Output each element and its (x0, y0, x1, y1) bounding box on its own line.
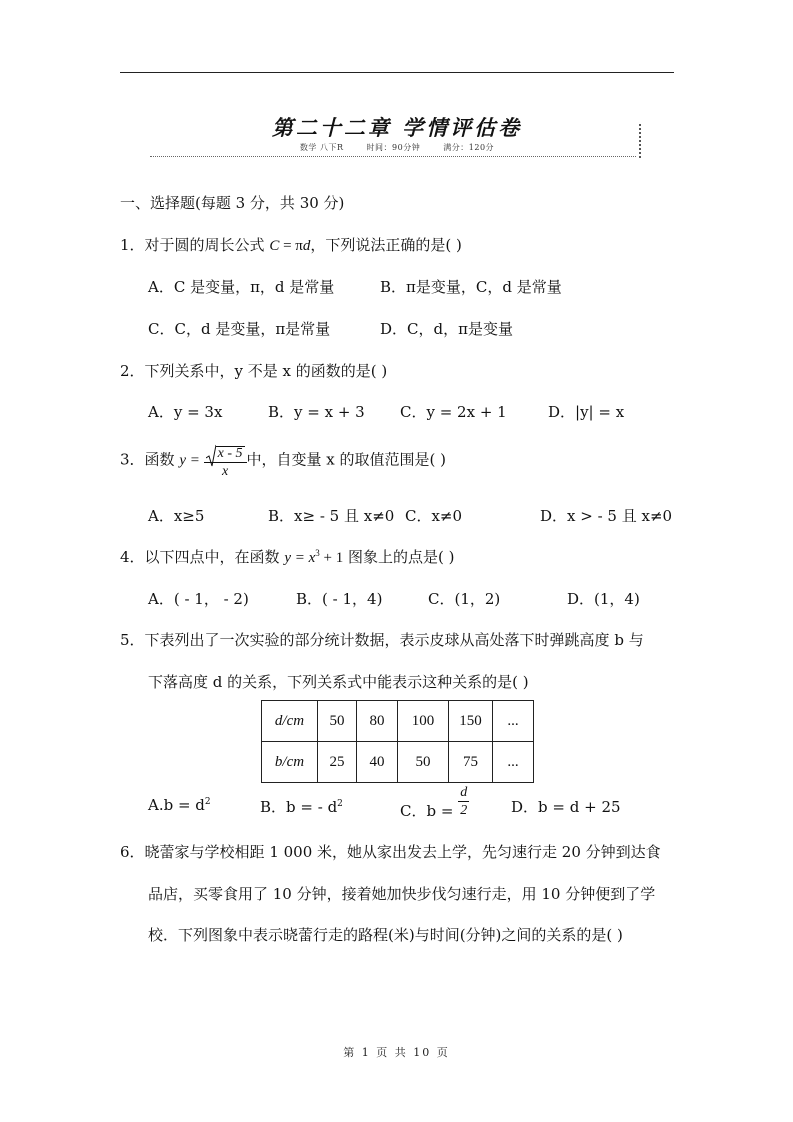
table-cell: ... (493, 742, 534, 783)
table-row-b (262, 742, 534, 783)
q6-line-2: 品店，买零食用了 10 分钟，接着她加快步伐匀速行走，用 10 分钟便到了学 (148, 885, 656, 903)
q3-option-a: A．x≥5 (148, 507, 205, 525)
q2-option-c: C．y = 2x + 1 (400, 403, 507, 421)
page-footer: 第 1 页 共 10 页 (343, 1046, 450, 1059)
q5-line-1: 下表列出了一次实验的部分统计数据，表示皮球从高处落下时弹跳高度 b 与 (144, 631, 644, 649)
q1-stem-a: 对于圆的周长公式 (144, 236, 270, 254)
section-heading: 一、选择题(每题 3 分，共 30 分) (120, 194, 345, 212)
q5-option-a-base: A.b = d (148, 796, 205, 814)
q6-line-3: 校．下列图象中表示晓蕾行走的路程(米)与时间(分钟)之间的关系的是( ) (148, 926, 623, 944)
q6-number: 6． (120, 843, 145, 861)
q3-option-c: C．x≠0 (405, 507, 463, 525)
table-cell: b/cm (262, 742, 318, 783)
q4-option-b: B．( - 1，4) (296, 590, 383, 608)
q2-option-a: A．y = 3x (148, 403, 223, 421)
table-cell: 50 (318, 701, 357, 742)
q2-stem: 下列关系中，y 不是 x 的函数的是( ) (144, 362, 388, 380)
question-1 (120, 234, 462, 255)
table-cell: 80 (357, 701, 398, 742)
q6-line-1: 晓蕾家与学校相距 1 000 米，她从家出发去上学，先匀速行走 20 分钟到达食 (144, 843, 661, 861)
q5-option-b-exp: 2 (337, 799, 343, 809)
q2-option-b: B．y = x + 3 (268, 403, 365, 421)
q5-option-c-pre: C．b = (400, 802, 459, 820)
q1-formula-eq: = π (279, 238, 303, 254)
q4-option-c: C．(1，2) (428, 590, 501, 608)
q4-number: 4． (120, 548, 145, 566)
q4-stem-b: 图象上的点是( ) (343, 548, 455, 566)
q4-exponent: 3 (315, 548, 320, 558)
q3-fraction (204, 446, 247, 479)
question-2 (120, 360, 387, 381)
dotted-rule (150, 156, 636, 157)
table-cell: d/cm (262, 701, 318, 742)
question-6 (120, 841, 661, 862)
binding-dots (639, 124, 641, 158)
q2-option-d: D．|y| = x (548, 403, 625, 421)
table-cell: 25 (318, 742, 357, 783)
q5-option-b-base: B．b = - d (260, 798, 338, 816)
table-cell: 75 (449, 742, 493, 783)
q2-number: 2． (120, 362, 145, 380)
q3-number: 3． (120, 450, 145, 469)
q4-func: y = x (284, 550, 316, 566)
time-label: 时间：90分钟 (366, 143, 421, 152)
table-cell: 40 (357, 742, 398, 783)
subject-label: 数学 八下R (299, 143, 344, 152)
q5-option-a-exp: 2 (204, 797, 211, 807)
table-cell: 50 (398, 742, 449, 783)
table-cell: 100 (398, 701, 449, 742)
q5-option-c-num: d (460, 785, 468, 800)
q3-radicand: x - 5 (217, 446, 243, 461)
q1-option-b: B．π是变量，C，d 是常量 (380, 278, 562, 296)
table-cell: ... (493, 701, 534, 742)
q5-option-d: D．b = d + 25 (511, 798, 621, 816)
table-cell: 150 (449, 701, 493, 742)
q3-stem-a: 函数 (144, 450, 180, 469)
q1-formula-c: C (269, 238, 280, 254)
q5-option-c-den: 2 (460, 803, 468, 818)
page-title: 第二十二章 学情评估卷 (271, 115, 523, 140)
table-row-d (262, 701, 534, 742)
q5-line-2: 下落高度 d 的关系，下列关系式中能表示这种关系的是( ) (148, 673, 529, 691)
q5-option-b (260, 796, 343, 817)
score-label: 满分：120分 (443, 143, 495, 152)
q4-stem-a: 以下四点中，在函数 (144, 548, 285, 566)
q3-radical (206, 446, 245, 461)
q3-denominator: x (221, 464, 229, 479)
q1-option-c: C．C，d 是变量，π是常量 (148, 320, 331, 338)
sqrt-icon (206, 444, 216, 468)
q1-formula-d: d (302, 238, 311, 254)
q5-option-a (148, 796, 211, 814)
q1-stem-b: ，下列说法正确的是( ) (310, 236, 462, 254)
question-5 (120, 629, 644, 650)
data-table (261, 700, 534, 783)
top-rule (120, 72, 674, 73)
q4-option-d: D．(1，4) (567, 590, 640, 608)
question-3 (120, 444, 446, 488)
q5-option-c (400, 786, 469, 818)
q5-number: 5． (120, 631, 145, 649)
q3-stem-b: 中，自变量 x 的取值范围是( ) (246, 450, 446, 469)
exam-info (150, 142, 644, 153)
q1-number: 1． (120, 236, 145, 254)
q3-option-d: D．x > - 5 且 x≠0 (540, 507, 673, 525)
q1-option-a: A．C 是变量，π，d 是常量 (148, 278, 335, 296)
q3-y-eq: y = (179, 452, 204, 469)
question-4 (120, 546, 454, 567)
q3-option-b: B．x≥ - 5 且 x≠0 (268, 507, 395, 525)
q4-option-a: A．( - 1， - 2) (148, 590, 249, 608)
q4-func-rest: + 1 (319, 550, 344, 566)
q5-option-c-fraction (458, 786, 469, 818)
q1-option-d: D．C，d，π是变量 (380, 320, 513, 338)
